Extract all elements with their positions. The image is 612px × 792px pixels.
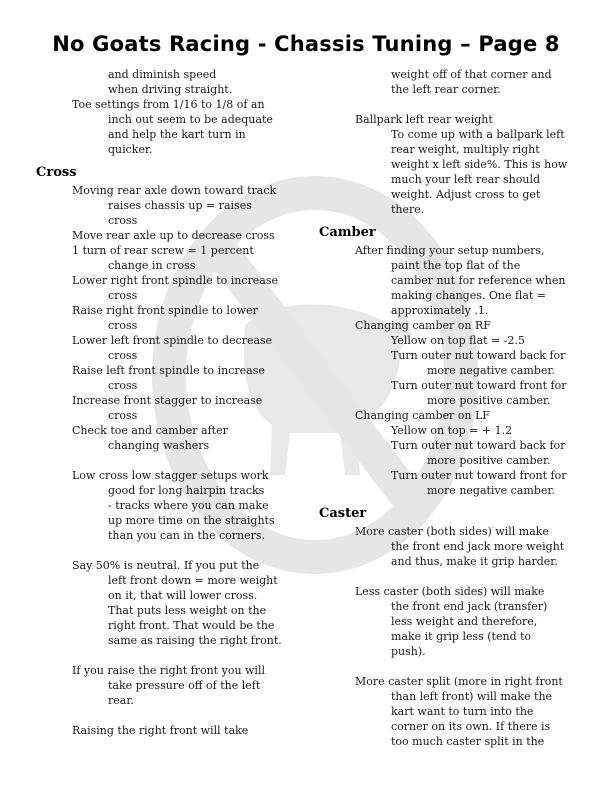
- page-title: No Goats Racing - Chassis Tuning – Page 8: [52, 32, 560, 56]
- text-line: To come up with a ballpark left: [391, 128, 565, 141]
- text-line: camber nut for reference when: [391, 274, 566, 287]
- text-line: the left rear corner.: [391, 83, 501, 96]
- text-line: Raise right front spindle to lower: [72, 304, 258, 317]
- text-line: More caster split (more in right front: [355, 675, 563, 688]
- text-line: change in cross: [108, 259, 196, 272]
- text-line: right front. That would be the: [108, 619, 275, 632]
- text-line: That puts less weight on the: [108, 604, 267, 617]
- text-line: Ballpark left rear weight: [355, 113, 493, 126]
- text-line: too much caster split in the: [391, 735, 545, 748]
- text-line: If you raise the right front you will: [72, 664, 265, 677]
- text-line: the front end jack more weight: [391, 540, 565, 553]
- text-line: than left front) will make the: [391, 690, 553, 703]
- text-line: After finding your setup numbers,: [355, 244, 545, 257]
- text-line: kart want to turn into the: [391, 705, 534, 718]
- text-line: - tracks where you can make: [108, 499, 269, 512]
- text-line: Low cross low stagger setups work: [72, 469, 269, 482]
- text-line: more negative camber.: [427, 484, 555, 497]
- text-line: inch out seem to be adequate: [108, 113, 273, 126]
- text-line: More caster (both sides) will make: [355, 525, 549, 538]
- text-line: 1 turn of rear screw = 1 percent: [72, 244, 254, 257]
- right-column: [319, 67, 581, 749]
- text-line: weight off of that corner and: [391, 68, 552, 81]
- text-line: weight. Adjust cross to get: [391, 188, 541, 201]
- text-line: on it, that will lower cross.: [108, 589, 258, 602]
- text-line: Turn outer nut toward front for: [391, 379, 567, 392]
- text-line: cross: [108, 214, 138, 227]
- text-line: cross: [108, 349, 138, 362]
- text-line: Turn outer nut toward front for: [391, 469, 567, 482]
- text-line: left front down = more weight: [108, 574, 278, 587]
- text-line: cross: [108, 409, 138, 422]
- text-line: cross: [108, 319, 138, 332]
- text-line: Yellow on top = + 1.2: [391, 424, 513, 437]
- text-line: Move rear axle up to decrease cross: [72, 229, 275, 242]
- text-line: rear weight, multiply right: [391, 143, 540, 156]
- text-line: than you can in the corners.: [108, 529, 266, 542]
- text-line: good for long hairpin tracks: [108, 484, 265, 497]
- text-line: quicker.: [108, 143, 153, 156]
- text-line: changing washers: [108, 439, 210, 452]
- text-line: raises chassis up = raises: [108, 199, 252, 212]
- text-line: less weight and therefore,: [391, 615, 538, 628]
- text-line: and diminish speed: [108, 68, 217, 81]
- text-line: Less caster (both sides) will make: [355, 585, 545, 598]
- text-line: rear.: [108, 694, 134, 707]
- section-heading-camber: Camber: [319, 225, 376, 240]
- text-line: Check toe and camber after: [72, 424, 228, 437]
- text-line: Raising the right front will take: [72, 724, 249, 737]
- text-line: more negative camber.: [427, 364, 555, 377]
- text-line: paint the top flat of the: [391, 259, 521, 272]
- text-line: cross: [108, 379, 138, 392]
- text-line: making changes. One flat =: [391, 289, 547, 302]
- section-heading-cross: Cross: [36, 165, 77, 180]
- text-line: Increase front stagger to increase: [72, 394, 263, 407]
- text-line: weight x left side%. This is how: [391, 158, 568, 171]
- text-line: much your left rear should: [391, 173, 541, 186]
- text-line: same as raising the right front.: [108, 634, 282, 647]
- text-line: Changing camber on RF: [355, 319, 491, 332]
- text-line: corner on its own. If there is: [391, 720, 551, 733]
- text-line: Changing camber on LF: [355, 409, 490, 422]
- text-line: make it grip less (tend to: [391, 630, 532, 643]
- text-line: up more time on the straights: [108, 514, 275, 527]
- text-line: more positive camber.: [427, 394, 551, 407]
- text-line: Turn outer nut toward back for: [391, 439, 566, 452]
- text-line: Toe settings from 1/16 to 1/8 of an: [72, 98, 265, 111]
- text-line: Lower right front spindle to increase: [72, 274, 279, 287]
- text-line: Say 50% is neutral. If you put the: [72, 559, 260, 572]
- text-line: Turn outer nut toward back for: [391, 349, 566, 362]
- text-line: and help the kart turn in: [108, 128, 246, 141]
- text-line: there.: [391, 203, 425, 216]
- text-line: the front end jack (transfer): [391, 600, 548, 613]
- text-line: Lower left front spindle to decrease: [72, 334, 273, 347]
- left-column: [36, 67, 304, 738]
- text-line: when driving straight.: [108, 83, 233, 96]
- section-heading-caster: Caster: [319, 506, 367, 521]
- text-line: and thus, make it grip harder.: [391, 555, 558, 568]
- text-line: cross: [108, 289, 138, 302]
- text-line: Yellow on top flat = -2.5: [391, 334, 525, 347]
- text-line: Moving rear axle down toward track: [72, 184, 277, 197]
- text-line: push).: [391, 645, 426, 658]
- text-line: Raise left front spindle to increase: [72, 364, 265, 377]
- text-line: take pressure off of the left: [108, 679, 261, 692]
- text-line: more positive camber.: [427, 454, 551, 467]
- text-line: approximately .1.: [391, 304, 489, 317]
